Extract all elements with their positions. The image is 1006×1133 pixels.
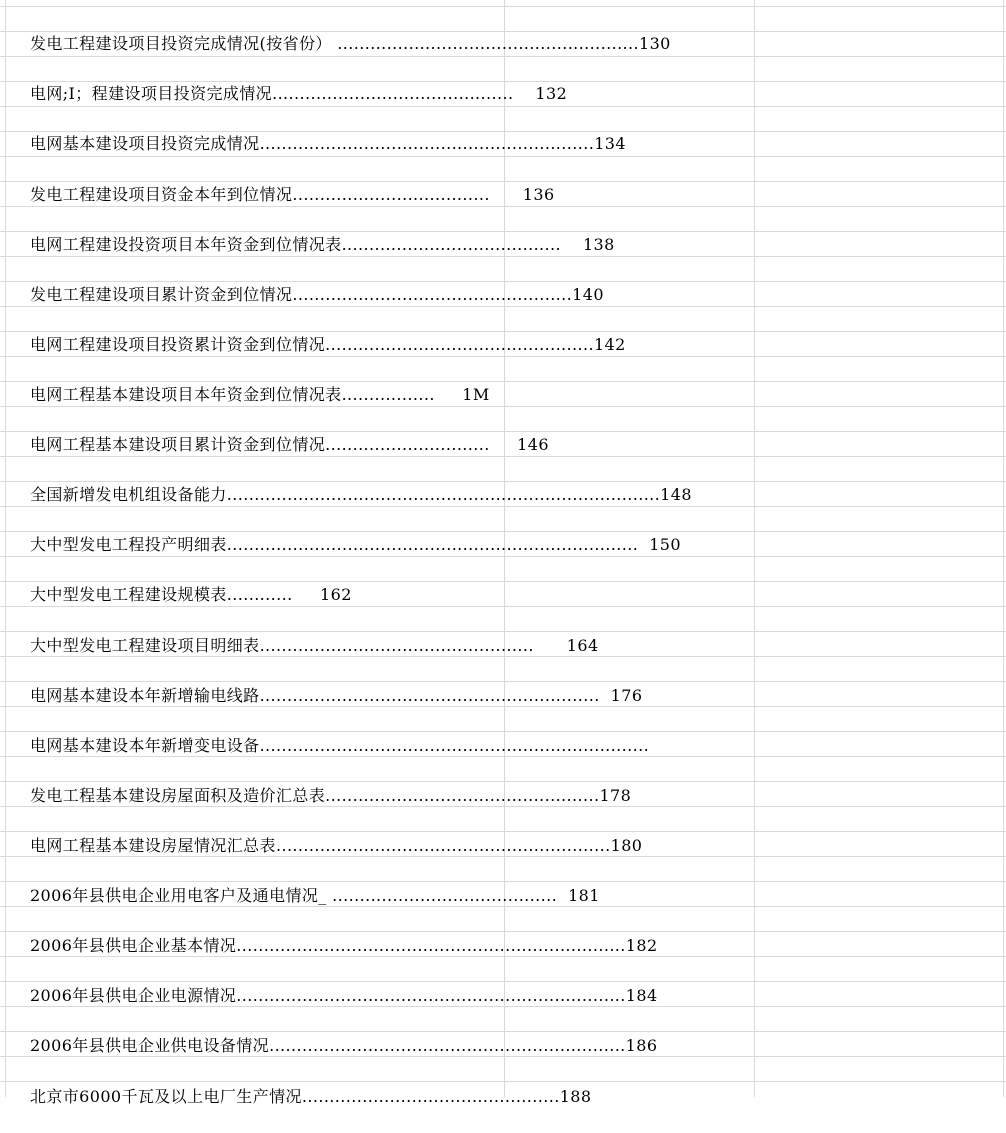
column-divider [1003, 0, 1004, 1097]
toc-entry[interactable] [8, 359, 490, 404]
toc-entry-leader: ................. [341, 385, 463, 404]
column-divider [754, 0, 755, 1097]
row-divider [0, 6, 1006, 7]
toc-entry-title: 2006年县供电企业用电客户及通电情况_ [29, 886, 327, 905]
toc-entry-leader: ............................................................. [259, 134, 595, 153]
toc-entry-leader: ............................................ [272, 84, 536, 103]
toc-entry-title: 2006年县供电企业基本情况 [29, 936, 237, 955]
toc-entry-title: 电网工程建设项目投资累计资金到位情况 [29, 335, 326, 354]
toc-entry-page: 142 [593, 335, 626, 354]
toc-entry-leader: ................................................... [292, 285, 573, 304]
toc-entry-title: 大中型发电工程投产明细表 [29, 535, 227, 554]
toc-entry[interactable] [8, 760, 632, 805]
toc-entry-page: 180 [610, 836, 643, 855]
toc-entry-page: 176 [610, 686, 643, 705]
toc-entry-leader: ........................................................................... [226, 535, 650, 554]
toc-entry-title: 北京市6000千瓦及以上电厂生产情况 [29, 1087, 302, 1106]
toc-entry-leader: ......................................... [326, 886, 569, 905]
toc-entry[interactable] [8, 58, 568, 103]
toc-entry-page: 181 [568, 886, 600, 905]
toc-entry-leader: .............................................................. [259, 686, 611, 705]
toc-entry-page: 1M [462, 385, 490, 404]
toc-entry[interactable] [8, 960, 658, 1005]
toc-entry-leader: ........................................ [341, 235, 583, 254]
toc-entry[interactable] [8, 910, 658, 955]
toc-entry-title: 电网工程基本建设房屋情况汇总表 [29, 836, 276, 855]
toc-entry-leader: ................................................. [325, 335, 594, 354]
toc-entry-page: 134 [594, 134, 626, 153]
toc-entry[interactable] [8, 209, 615, 254]
toc-entry-title: 发电工程基本建设房屋面积及造价汇总表 [29, 786, 326, 805]
toc-entry[interactable] [8, 1010, 658, 1055]
toc-entry-page: 184 [625, 986, 658, 1005]
toc-entry-leader: .................................................. [325, 786, 600, 805]
toc-entry-page: 162 [320, 585, 352, 604]
toc-entry[interactable] [8, 810, 643, 855]
toc-entry-leader: ................................................................. [269, 1036, 626, 1055]
row-divider [0, 56, 1006, 57]
toc-entry[interactable] [8, 459, 692, 504]
toc-entry-leader: ............ [226, 585, 321, 604]
toc-entry[interactable] [8, 8, 671, 53]
row-divider [0, 106, 1006, 107]
toc-entry[interactable] [8, 409, 549, 454]
toc-entry-title: 大中型发电工程建设规模表 [29, 585, 227, 604]
toc-entry-page: 130 [639, 34, 671, 53]
toc-entry-leader: ............................................................. [275, 836, 611, 855]
toc-entry-page: 138 [582, 235, 615, 254]
toc-entry-leader: .............................. [325, 435, 518, 454]
toc-entry-title: 全国新增发电机组设备能力 [29, 485, 227, 504]
toc-entry[interactable] [8, 610, 599, 655]
toc-entry-title: 电网工程建设投资项目本年资金到位情况表 [29, 235, 342, 254]
toc-entry-title: 大中型发电工程建设项目明细表 [29, 636, 260, 655]
toc-entry-page: 146 [517, 435, 549, 454]
row-divider [0, 156, 1006, 157]
toc-entry[interactable] [8, 108, 626, 153]
toc-entry-page: 140 [572, 285, 604, 304]
toc-entry-page: 148 [660, 485, 692, 504]
toc-entry-title: 电网;I；程建设项目投资完成情况 [29, 84, 273, 103]
toc-entry-leader: ............................................... [301, 1087, 560, 1106]
toc-entry-page: 150 [649, 535, 681, 554]
column-divider [5, 0, 6, 1097]
toc-entry[interactable] [8, 159, 555, 204]
toc-entry[interactable] [8, 309, 626, 354]
toc-entry-leader: ....................................................................... [259, 736, 650, 755]
toc-entry-title: 发电工程建设项目投资完成情况(按省份） [29, 34, 332, 53]
toc-entry-title: 发电工程建设项目累计资金到位情况 [29, 285, 293, 304]
toc-entry-leader: .................................................. [259, 636, 567, 655]
toc-entry-title: 电网工程基本建设项目本年资金到位情况表 [29, 385, 342, 404]
toc-entry-leader: .................................... [292, 185, 523, 204]
toc-entry[interactable] [8, 860, 600, 905]
toc-entry-title: 电网基本建设本年新增输电线路 [29, 686, 260, 705]
toc-entry-leader: ....................................................................... [236, 936, 626, 955]
toc-entry-page: 136 [522, 185, 555, 204]
toc-entry-title: 电网工程基本建设项目累计资金到位情况 [29, 435, 326, 454]
toc-entry-page: 132 [535, 84, 568, 103]
toc-entry-title: 2006年县供电企业供电设备情况 [29, 1036, 270, 1055]
toc-entry-page: 178 [599, 786, 632, 805]
toc-entry[interactable] [8, 509, 681, 554]
toc-entry-leader: ....................................................................... [236, 986, 626, 1005]
toc-entry[interactable] [8, 1061, 592, 1106]
toc-entry-title: 电网基本建设本年新增变电设备 [29, 736, 260, 755]
toc-entry-title: 发电工程建设项目资金本年到位情况 [29, 185, 293, 204]
toc-entry-page: 164 [566, 636, 599, 655]
toc-entry-page: 188 [559, 1087, 592, 1106]
toc-entry[interactable] [8, 710, 650, 755]
toc-entry-leader: ....................................................... [331, 34, 640, 53]
toc-entry-page: 186 [625, 1036, 658, 1055]
toc-entry-title: 电网基本建设项目投资完成情况 [29, 134, 260, 153]
toc-entry-title: 2006年县供电企业电源情况 [29, 986, 237, 1005]
toc-entry[interactable] [8, 660, 643, 705]
toc-entry-page: 182 [625, 936, 658, 955]
toc-entry[interactable] [8, 259, 604, 304]
toc-entry[interactable] [8, 559, 352, 604]
toc-entry-leader: ............................................................................... [226, 485, 661, 504]
